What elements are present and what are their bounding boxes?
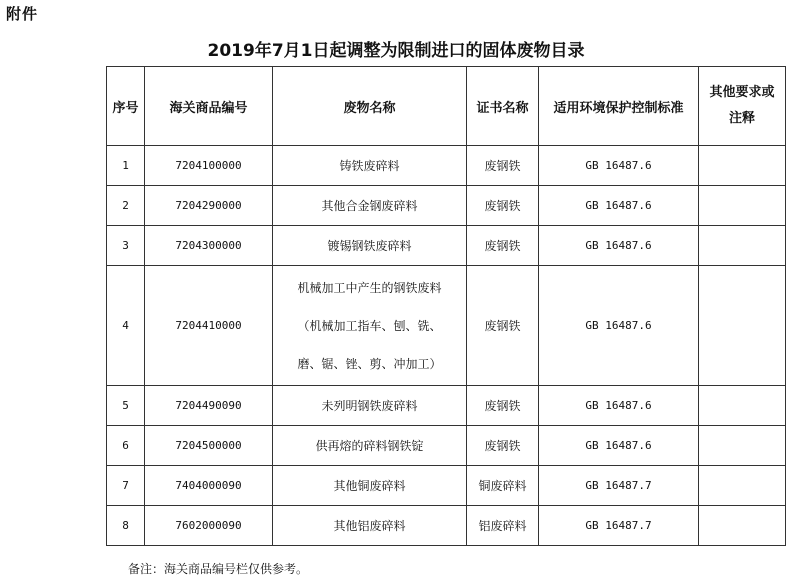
cell-customs-code: 7204290000 xyxy=(145,186,273,226)
cell-standard: GB 16487.6 xyxy=(539,266,699,386)
document-title: 2019年7月1日起调整为限制进口的固体废物目录 xyxy=(207,41,585,61)
table-row xyxy=(107,506,786,546)
header-other-line1: 其他要求或 xyxy=(709,85,775,100)
cell-seq: 1 xyxy=(107,146,145,186)
cell-certificate: 废钢铁 xyxy=(467,186,539,226)
cell-standard: GB 16487.6 xyxy=(539,146,699,186)
table-header-row xyxy=(107,67,786,146)
table-row xyxy=(107,186,786,226)
cell-other xyxy=(699,426,786,466)
cell-customs-code: 7204410000 xyxy=(145,266,273,386)
header-other-line2: 注释 xyxy=(728,111,755,126)
cell-seq: 8 xyxy=(107,506,145,546)
cell-waste-name: 其他铝废碎料 xyxy=(273,506,467,546)
table-row xyxy=(107,386,786,426)
cell-other xyxy=(699,186,786,226)
cell-waste-name: 镀锡钢铁废碎料 xyxy=(273,226,467,266)
waste-name-line: （机械加工指车、刨、铣、 xyxy=(297,318,442,333)
cell-waste-name xyxy=(273,266,467,386)
header-waste-name: 废物名称 xyxy=(273,67,467,146)
cell-standard: GB 16487.6 xyxy=(539,426,699,466)
cell-certificate: 废钢铁 xyxy=(467,226,539,266)
cell-certificate: 废钢铁 xyxy=(467,266,539,386)
header-standard: 适用环境保护控制标准 xyxy=(539,67,699,146)
table-row xyxy=(107,466,786,506)
attachment-label: 附件 xyxy=(6,5,39,23)
cell-other xyxy=(699,506,786,546)
cell-waste-name: 其他铜废碎料 xyxy=(273,466,467,506)
cell-certificate: 铝废碎料 xyxy=(467,506,539,546)
table-row xyxy=(107,266,786,386)
table-row xyxy=(107,226,786,266)
header-seq: 序号 xyxy=(107,67,145,146)
cell-certificate: 废钢铁 xyxy=(467,146,539,186)
cell-customs-code: 7404000090 xyxy=(145,466,273,506)
cell-seq: 2 xyxy=(107,186,145,226)
cell-seq: 6 xyxy=(107,426,145,466)
cell-standard: GB 16487.7 xyxy=(539,466,699,506)
cell-other xyxy=(699,226,786,266)
cell-customs-code: 7602000090 xyxy=(145,506,273,546)
cell-customs-code: 7204300000 xyxy=(145,226,273,266)
cell-customs-code: 7204100000 xyxy=(145,146,273,186)
cell-waste-name: 未列明钢铁废碎料 xyxy=(273,386,467,426)
header-certificate: 证书名称 xyxy=(467,67,539,146)
cell-standard: GB 16487.7 xyxy=(539,506,699,546)
cell-waste-name: 铸铁废碎料 xyxy=(273,146,467,186)
cell-waste-name: 供再熔的碎料钢铁锭 xyxy=(273,426,467,466)
cell-other xyxy=(699,266,786,386)
cell-other xyxy=(699,466,786,506)
cell-customs-code: 7204500000 xyxy=(145,426,273,466)
cell-seq: 3 xyxy=(107,226,145,266)
cell-waste-name: 其他合金钢废碎料 xyxy=(273,186,467,226)
header-other xyxy=(699,67,786,146)
cell-other xyxy=(699,146,786,186)
cell-certificate: 废钢铁 xyxy=(467,426,539,466)
cell-standard: GB 16487.6 xyxy=(539,186,699,226)
table-row xyxy=(107,426,786,466)
cell-seq: 5 xyxy=(107,386,145,426)
waste-name-line: 磨、锯、锉、剪、冲加工） xyxy=(297,356,442,371)
cell-certificate: 铜废碎料 xyxy=(467,466,539,506)
cell-seq: 4 xyxy=(107,266,145,386)
cell-certificate: 废钢铁 xyxy=(467,386,539,426)
cell-other xyxy=(699,386,786,426)
waste-name-line: 机械加工中产生的钢铁废料 xyxy=(297,280,442,295)
waste-catalog-table xyxy=(106,66,786,546)
cell-standard: GB 16487.6 xyxy=(539,226,699,266)
cell-seq: 7 xyxy=(107,466,145,506)
table-row xyxy=(107,146,786,186)
header-customs-code: 海关商品编号 xyxy=(145,67,273,146)
cell-customs-code: 7204490090 xyxy=(145,386,273,426)
cell-standard: GB 16487.6 xyxy=(539,386,699,426)
footnote: 备注：海关商品编号栏仅供参考。 xyxy=(128,562,309,576)
